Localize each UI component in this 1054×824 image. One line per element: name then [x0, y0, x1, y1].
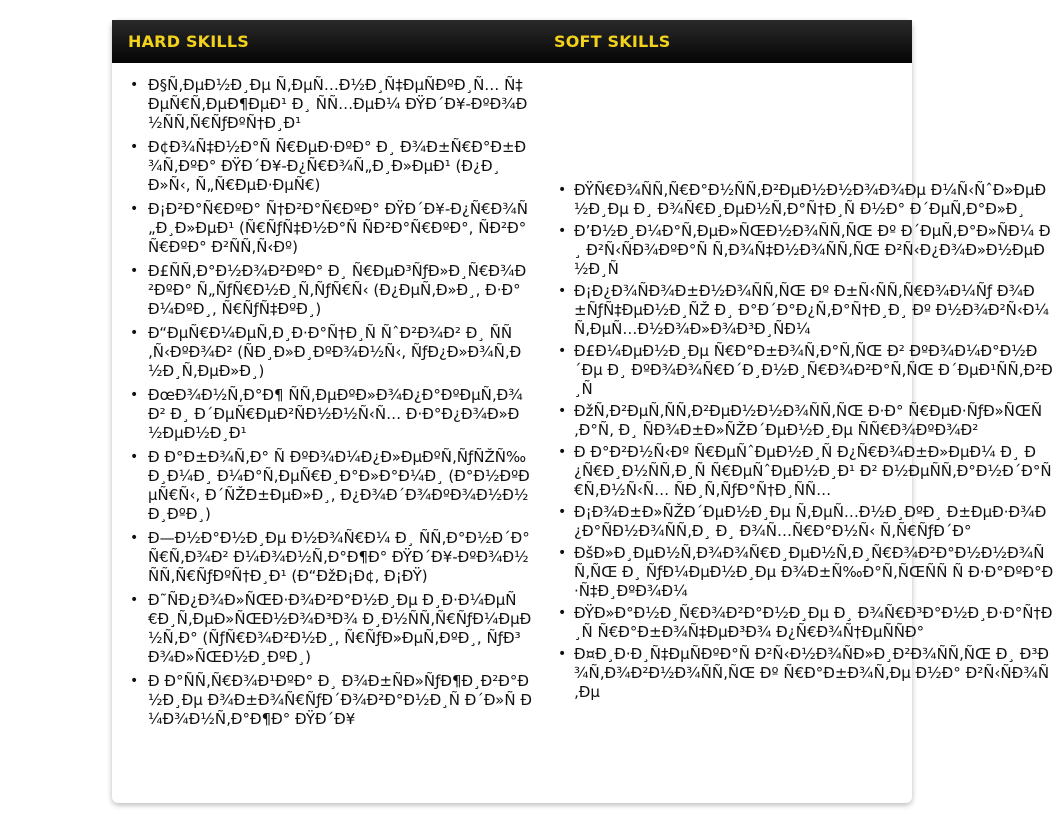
list-item [112, 386, 532, 443]
list-item [554, 443, 1052, 500]
hard-skills-list [112, 76, 532, 734]
list-item-text: • ÐœÐ¾Ð½Ñ‚Ð°Ð¶ ÑÑ‚ÐµÐºÐ»Ð¾Ð¿Ð°ÐºÐµÑ‚Ð¾Ð² Ð¸ Ð´ÐµÑ€ÐµÐ²ÑÐ½Ð½Ñ‹Ñ… Ð·Ð°Ð¿Ð¾Ð»Ð½ÐµÐ½Ð¸Ð¹ [148, 386, 523, 442]
list-item-text: • Ð¤Ð¸Ð·Ð¸Ñ‡ÐµÑÐºÐ°Ñ Ð²Ñ‹Ð½Ð¾ÑÐ»Ð¸Ð²Ð¾ÑÑ‚ÑŒ Ð¸ Ð³Ð¾Ñ‚Ð¾Ð²Ð½Ð¾ÑÑ‚ÑŒ Ðº Ñ€Ð°Ð±Ð¾Ñ‚Ðµ Ð½Ð° Ð²Ñ‹ÑÐ¾Ñ‚Ðµ [574, 645, 1050, 701]
soft-skills-list [554, 181, 1054, 705]
list-item-text: • Ð Ð°Ð±Ð¾Ñ‚Ð° Ñ ÐºÐ¾Ð¼Ð¿Ð»ÐµÐºÑ‚ÑƒÑŽÑ‰Ð¸Ð¼Ð¸ Ð¼Ð°Ñ‚ÐµÑ€Ð¸Ð°Ð»Ð°Ð¼Ð¸ (Ð°Ð½ÐºÐµÑ€Ñ‹, Ð´ÑŽÐ±ÐµÐ»Ð¸, Ð¿Ð¾Ð´Ð¾ÐºÐ¾Ð½Ð½Ð¸ÐºÐ¸) [148, 448, 530, 523]
list-item-text: • Ð£ÑÑ‚Ð°Ð½Ð¾Ð²ÐºÐ° Ð¸ Ñ€ÐµÐ³ÑƒÐ»Ð¸Ñ€Ð¾Ð²ÐºÐ° Ñ„ÑƒÑ€Ð½Ð¸Ñ‚ÑƒÑ€Ñ‹ (Ð¿ÐµÑ‚Ð»Ð¸, Ð·Ð°Ð¼ÐºÐ¸, Ñ€ÑƒÑ‡ÐºÐ¸) [148, 262, 527, 318]
list-item-text: • Ð¢Ð¾Ñ‡Ð½Ð°Ñ Ñ€ÐµÐ·ÐºÐ° Ð¸ Ð¾Ð±Ñ€Ð°Ð±Ð¾Ñ‚ÐºÐ° ÐŸÐ´Ð¥-Ð¿Ñ€Ð¾Ñ„Ð¸Ð»ÐµÐ¹ (Ð¿Ð¸Ð»Ñ‹, Ñ„Ñ€ÐµÐ·ÐµÑ€) [148, 138, 527, 194]
list-item [112, 672, 532, 729]
list-item [112, 76, 532, 133]
skills-card [112, 20, 1054, 803]
skills-header [112, 20, 912, 63]
list-item [554, 342, 1053, 399]
list-item [554, 181, 1047, 219]
list-item [554, 282, 1050, 339]
list-item-text: • Ð§Ñ‚ÐµÐ½Ð¸Ðµ Ñ‚ÐµÑ…Ð½Ð¸Ñ‡ÐµÑÐºÐ¸Ñ… Ñ‡ÐµÑ€Ñ‚ÐµÐ¶ÐµÐ¹ Ð¸ ÑÑ…ÐµÐ¼ ÐŸÐ´Ð¥-ÐºÐ¾Ð½ÑÑ‚Ñ€ÑƒÐºÑ†Ð¸Ð¹ [148, 76, 528, 132]
list-item [554, 544, 1054, 601]
list-item-text: • ÐŸÑ€Ð¾ÑÑ‚Ñ€Ð°Ð½ÑÑ‚Ð²ÐµÐ½Ð½Ð¾Ð¾Ðµ Ð¼Ñ‹ÑˆÐ»ÐµÐ½Ð¸Ðµ Ð¸ Ð¾Ñ€Ð¸ÐµÐ½Ñ‚Ð°Ñ†Ð¸Ñ Ð½Ð° Ð´ÐµÑ‚Ð°Ð»Ð¸ [574, 181, 1047, 218]
list-item [112, 448, 532, 524]
list-item [112, 262, 532, 319]
list-item-text: • Ð¡Ð²Ð°Ñ€ÐºÐ° Ñ†Ð²Ð°Ñ€ÐºÐ° ÐŸÐ´Ð¥-Ð¿Ñ€Ð¾Ñ„Ð¸Ð»ÐµÐ¹ (Ñ€ÑƒÑ‡Ð½Ð°Ñ ÑÐ²Ð°Ñ€ÐºÐ°, ÑÐ²Ð°Ñ€ÐºÐ° Ð²ÑÑ‚Ñ‹Ðº) [148, 200, 528, 256]
list-item-text: • ÐŸÐ»Ð°Ð½Ð¸Ñ€Ð¾Ð²Ð°Ð½Ð¸Ðµ Ð¸ Ð¾Ñ€Ð³Ð°Ð½Ð¸Ð·Ð°Ñ†Ð¸Ñ Ñ€Ð°Ð±Ð¾Ñ‡ÐµÐ³Ð¾ Ð¿Ñ€Ð¾Ñ†ÐµÑÑÐ° [574, 604, 1053, 641]
list-item-text: • Ð—Ð½Ð°Ð½Ð¸Ðµ Ð½Ð¾Ñ€Ð¼ Ð¸ ÑÑ‚Ð°Ð½Ð´Ð°Ñ€Ñ‚Ð¾Ð² Ð¼Ð¾Ð½Ñ‚Ð°Ð¶Ð° ÐŸÐ´Ð¥-ÐºÐ¾Ð½ÑÑ‚Ñ€ÑƒÐºÑ†Ð¸Ð¹ (Ð“ÐžÐ¡Ð¢, Ð¡ÐŸ) [148, 529, 530, 585]
list-item-text: • Ð’Ð½Ð¸Ð¼Ð°Ñ‚ÐµÐ»ÑŒÐ½Ð¾ÑÑ‚ÑŒ Ðº Ð´ÐµÑ‚Ð°Ð»ÑÐ¼ Ð¸ Ð²Ñ‹ÑÐ¾ÐºÐ°Ñ Ñ‚Ð¾Ñ‡Ð½Ð¾ÑÑ‚ÑŒ Ð²Ñ‹Ð¿Ð¾Ð»Ð½ÐµÐ½Ð¸Ñ [574, 222, 1051, 278]
list-item-text: • ÐžÑ‚Ð²ÐµÑ‚ÑÑ‚Ð²ÐµÐ½Ð½Ð¾ÑÑ‚ÑŒ Ð·Ð° Ñ€ÐµÐ·ÑƒÐ»ÑŒÑ‚Ð°Ñ‚ Ð¸ ÑÐ¾Ð±Ð»ÑŽÐ´ÐµÐ½Ð¸Ðµ ÑÑ€Ð¾ÐºÐ¾Ð² [574, 402, 1043, 439]
list-item [554, 503, 1047, 541]
list-item-text: • Ð£Ð¼ÐµÐ½Ð¸Ðµ Ñ€Ð°Ð±Ð¾Ñ‚Ð°Ñ‚ÑŒ Ð² ÐºÐ¾Ð¼Ð°Ð½Ð´Ðµ Ð¸ ÐºÐ¾Ð¾Ñ€Ð´Ð¸Ð½Ð¸Ñ€Ð¾Ð²Ð°Ñ‚ÑŒ Ð´ÐµÐ¹ÑÑ‚Ð²Ð¸Ñ [574, 342, 1053, 398]
list-item [554, 604, 1053, 642]
hard-skills-title: HARD SKILLS [128, 32, 249, 51]
list-item [554, 645, 1050, 702]
list-item [554, 222, 1051, 279]
list-item-text: • Ð˜ÑÐ¿Ð¾Ð»ÑŒÐ·Ð¾Ð²Ð°Ð½Ð¸Ðµ Ð¸Ð·Ð¼ÐµÑ€Ð¸Ñ‚ÐµÐ»ÑŒÐ½Ð¾Ð³Ð¾ Ð¸Ð½ÑÑ‚Ñ€ÑƒÐ¼ÐµÐ½Ñ‚Ð° (ÑƒÑ€Ð¾Ð²Ð½Ð¸, Ñ€ÑƒÐ»ÐµÑ‚ÐºÐ¸, ÑƒÐ³Ð¾Ð»ÑŒÐ½Ð¸ÐºÐ¸) [148, 591, 532, 666]
list-item-text: • Ð¡Ð¾Ð±Ð»ÑŽÐ´ÐµÐ½Ð¸Ðµ Ñ‚ÐµÑ…Ð½Ð¸ÐºÐ¸ Ð±ÐµÐ·Ð¾Ð¿Ð°ÑÐ½Ð¾ÑÑ‚Ð¸ Ð¸ Ð¾Ñ…Ñ€Ð°Ð½Ñ‹ Ñ‚Ñ€ÑƒÐ´Ð° [574, 503, 1047, 540]
list-item-text: • Ð Ð°Ð²Ð½Ñ‹Ðº Ñ€ÐµÑˆÐµÐ½Ð¸Ñ Ð¿Ñ€Ð¾Ð±Ð»ÐµÐ¼ Ð¸ Ð¿Ñ€Ð¸Ð½ÑÑ‚Ð¸Ñ Ñ€ÐµÑˆÐµÐ½Ð¸Ð¹ Ð² Ð½ÐµÑÑ‚Ð°Ð½Ð´Ð°Ñ€Ñ‚Ð½Ñ‹Ñ… ÑÐ¸Ñ‚ÑƒÐ°Ñ†Ð¸ÑÑ… [574, 443, 1052, 499]
list-item [112, 591, 532, 667]
list-item [112, 138, 532, 195]
list-item [112, 529, 532, 586]
list-item-text: • Ð Ð°ÑÑ‚Ñ€Ð¾Ð¹ÐºÐ° Ð¸ Ð¾Ð±ÑÐ»ÑƒÐ¶Ð¸Ð²Ð°Ð½Ð¸Ðµ Ð¾Ð±Ð¾Ñ€ÑƒÐ´Ð¾Ð²Ð°Ð½Ð¸Ñ Ð´Ð»Ñ Ð¼Ð¾Ð½Ñ‚Ð°Ð¶Ð° ÐŸÐ´Ð¥ [148, 672, 532, 728]
list-item [112, 324, 532, 381]
list-item-text: • ÐšÐ»Ð¸ÐµÐ½Ñ‚Ð¾Ð¾Ñ€Ð¸ÐµÐ½Ñ‚Ð¸Ñ€Ð¾Ð²Ð°Ð½Ð½Ð¾ÑÑ‚ÑŒ Ð¸ ÑƒÐ¼ÐµÐ½Ð¸Ðµ Ð¾Ð±Ñ‰Ð°Ñ‚ÑŒÑÑ Ñ Ð·Ð°ÐºÐ°Ð·Ñ‡Ð¸ÐºÐ¾Ð¼ [574, 544, 1054, 600]
list-item [112, 200, 532, 257]
list-item-text: • Ð“ÐµÑ€Ð¼ÐµÑ‚Ð¸Ð·Ð°Ñ†Ð¸Ñ ÑˆÐ²Ð¾Ð² Ð¸ ÑÑ‚Ñ‹ÐºÐ¾Ð² (ÑÐ¸Ð»Ð¸ÐºÐ¾Ð½Ñ‹, ÑƒÐ¿Ð»Ð¾Ñ‚Ð½Ð¸Ñ‚ÐµÐ»Ð¸) [148, 324, 522, 380]
list-item [554, 402, 1043, 440]
soft-skills-title: SOFT SKILLS [554, 32, 671, 51]
list-item-text: • Ð¡Ð¿Ð¾ÑÐ¾Ð±Ð½Ð¾ÑÑ‚ÑŒ Ðº Ð±Ñ‹ÑÑ‚Ñ€Ð¾Ð¼Ñƒ Ð¾Ð±ÑƒÑ‡ÐµÐ½Ð¸ÑŽ Ð¸ Ð°Ð´Ð°Ð¿Ñ‚Ð°Ñ†Ð¸Ð¸ Ðº Ð½Ð¾Ð²Ñ‹Ð¼ Ñ‚ÐµÑ…Ð½Ð¾Ð»Ð¾Ð³Ð¸ÑÐ¼ [574, 282, 1050, 338]
